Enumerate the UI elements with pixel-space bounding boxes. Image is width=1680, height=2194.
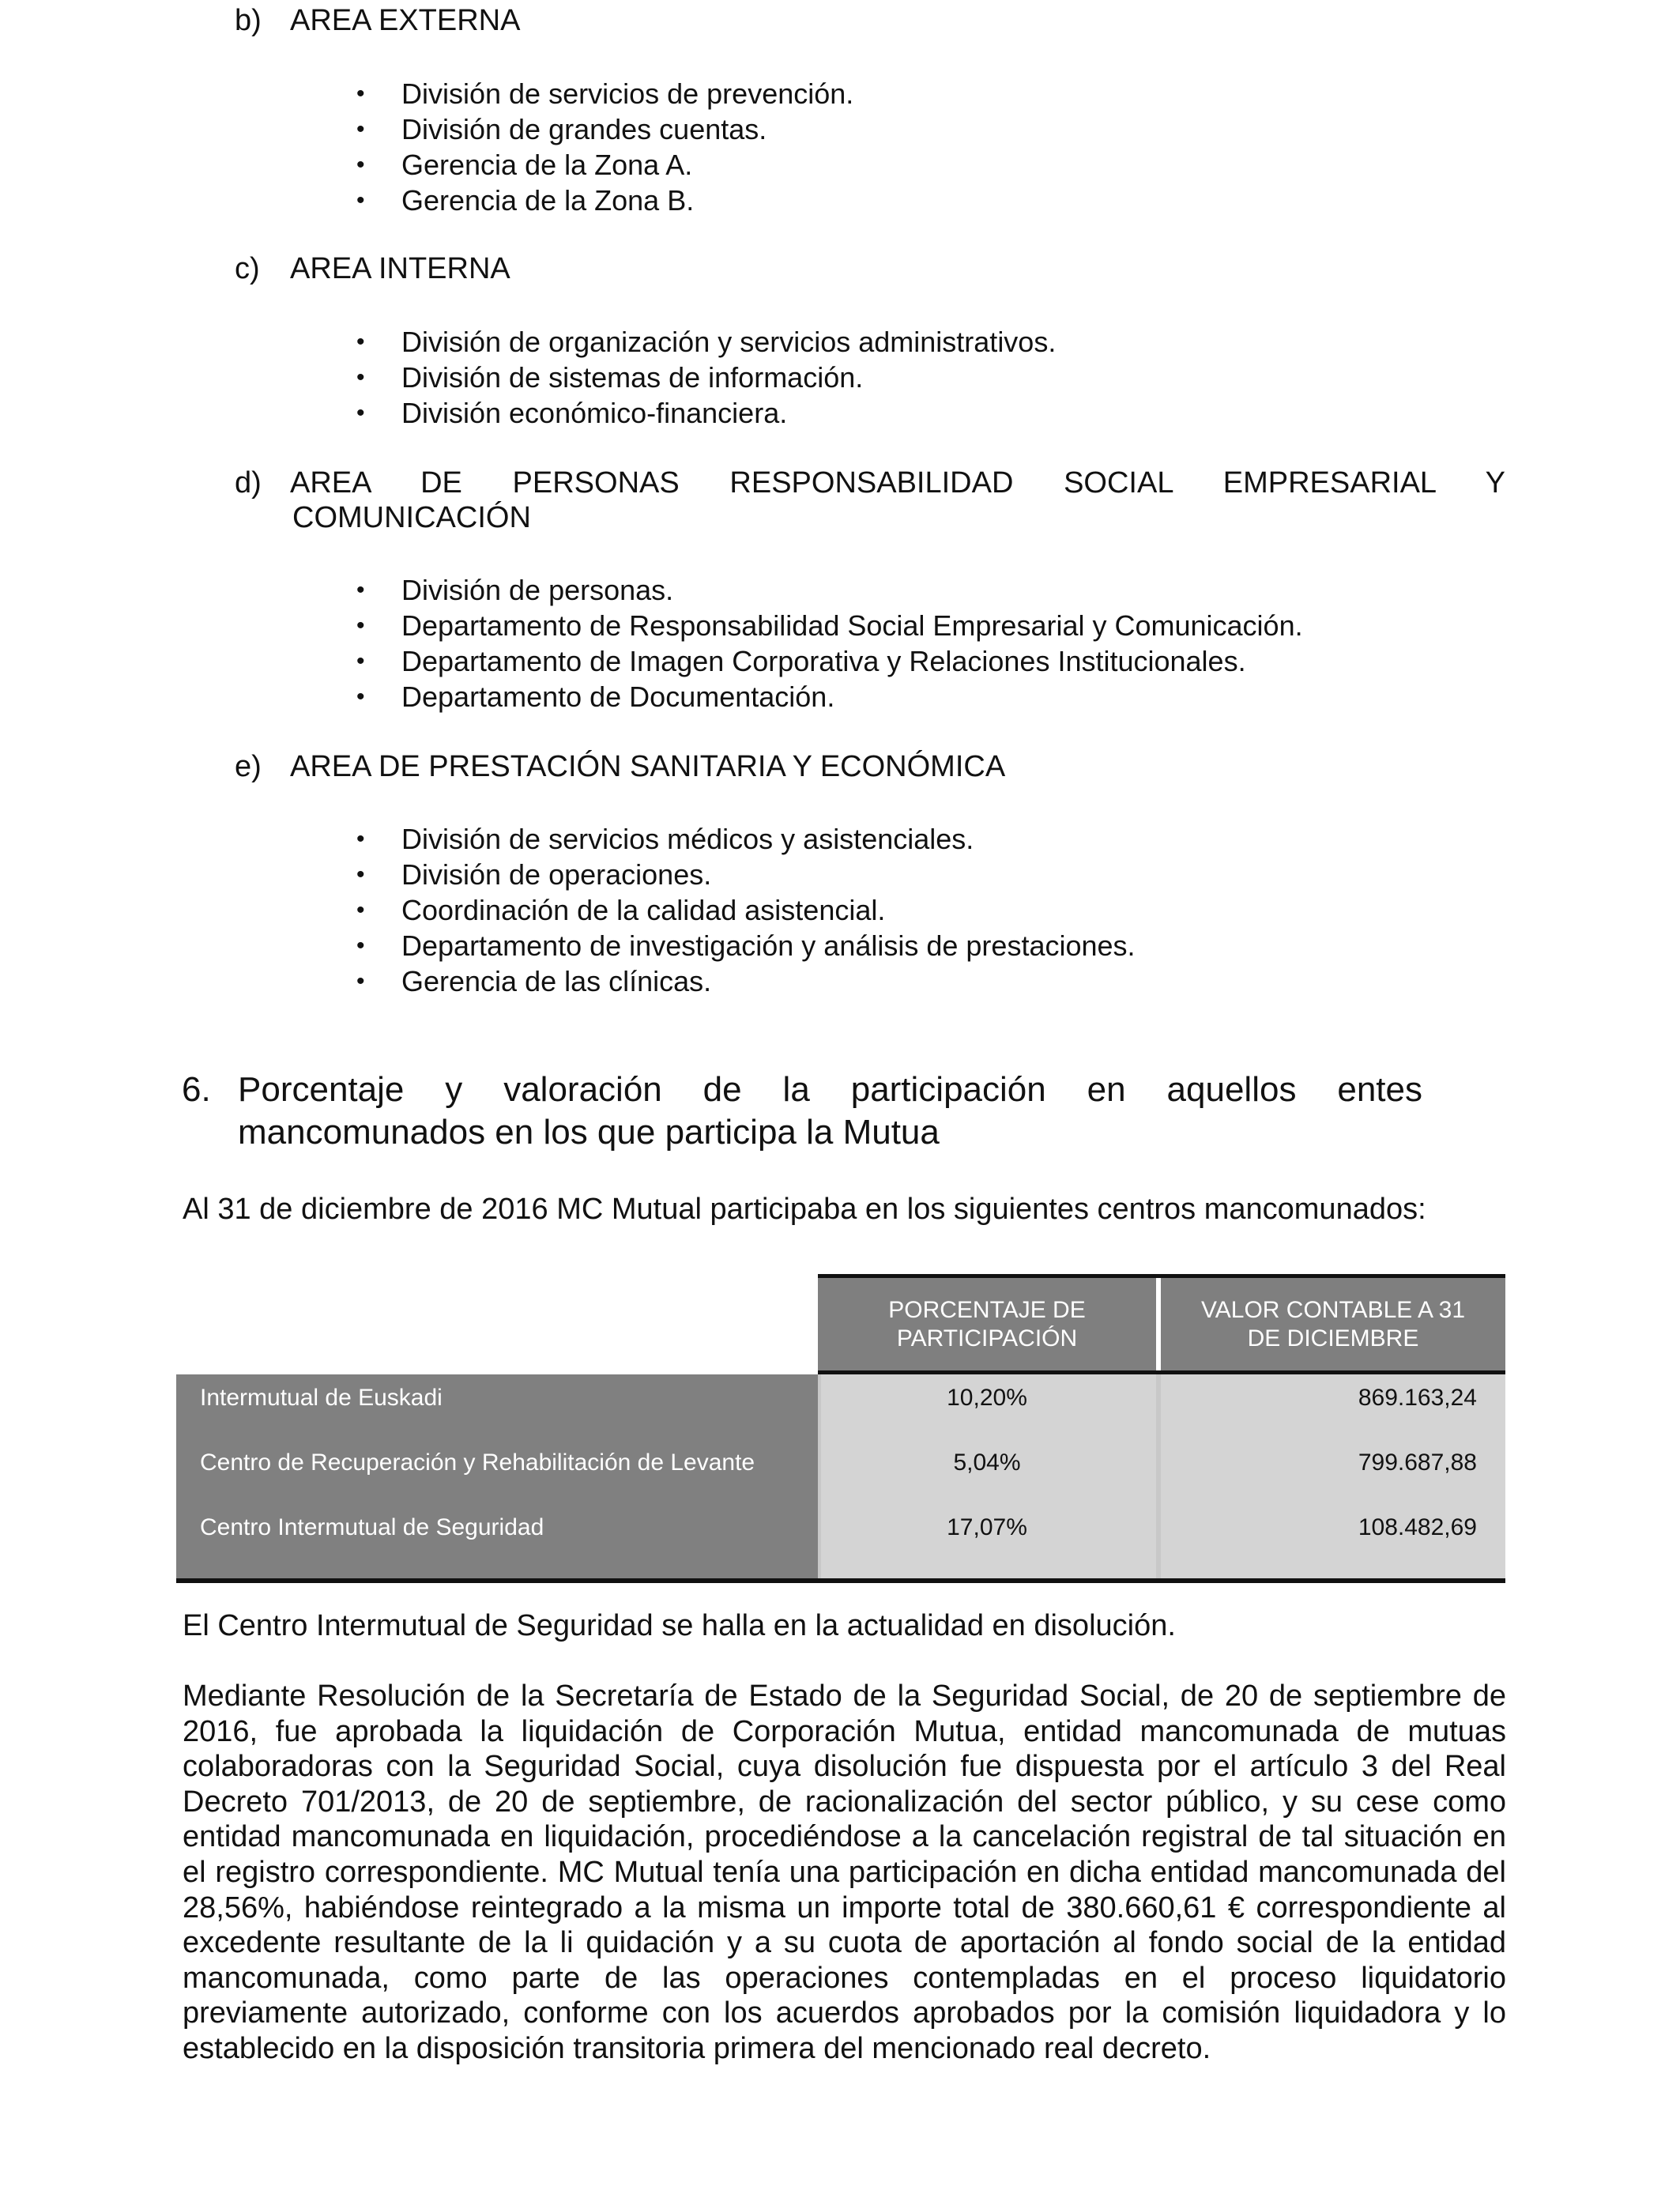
resolution-paragraph: Mediante Resolución de la Secretaría de Estado de la Seguridad Social, de 20 de septiembre de 2016, fue aprobada la liquidación de Corporación Mutua, entidad mancomunada de mutuas colaboradoras con la Seguridad Social, cuya disolución fue dispuesta por el artículo 3 del Real Decreto 701/2013, de 20 de septiembre, de racionalización del sector público, y su cese como entidad mancomunada en liquidación, procediéndose a la cancelación registral de tal situación en el registro correspondiente. MC Mutual tenía una participación en dicha entidad mancomunada del 28,56%, habiéndose reintegrado a la misma un importe total de 380.660,61 € correspondiente al excedente resultante de la li quidación y a su cuota de aportación al fondo social de la entidad mancomunada, como parte de las operaciones contempladas en el proceso liquidatorio previamente autorizado, conforme con los acuerdos aprobados por la comisión liquidadora y lo establecido en la disposición transitoria primera del mencionado real decreto.	[183, 1679, 1506, 2065]
list-item: • Departamento de Imagen Corporativa y Relaciones Institucionales.	[401, 643, 1303, 679]
list-item: • Departamento de Responsabilidad Social Empresarial y Comunicación.	[401, 608, 1303, 643]
list-item: • Coordinación de la calidad asistencial.	[401, 892, 1136, 928]
area-d-heading	[235, 466, 1505, 535]
area-d-title-line1: AREA DE PERSONAS RESPONSABILIDAD SOCIAL EMPRESARIAL Y	[290, 466, 1505, 499]
row-percentage: 17,07%	[947, 1514, 1027, 1540]
participation-table	[176, 1274, 1505, 1584]
row-value: 108.482,69	[1358, 1514, 1477, 1540]
list-item: • División de grandes cuentas.	[401, 111, 853, 147]
row-name: Intermutual de Euskadi	[200, 1385, 443, 1411]
list-item: • Departamento de investigación y análisis de prestaciones.	[401, 928, 1136, 963]
area-b-letter: b)	[235, 4, 262, 37]
list-item: • Gerencia de las clínicas.	[401, 963, 1136, 999]
section-6-heading	[182, 1069, 1422, 1154]
area-c-list	[401, 324, 1056, 431]
area-b-title: AREA EXTERNA	[290, 4, 521, 37]
list-item: • Departamento de Documentación.	[401, 679, 1303, 714]
section-6-title-line2: mancomunados en los que participa la Mutua	[238, 1113, 940, 1152]
section-6-number: 6.	[182, 1070, 211, 1109]
area-e-list	[401, 821, 1136, 999]
section-6-title-line1: Porcentaje y valoración de la participación en aquellos entes	[238, 1070, 1422, 1109]
list-item: • Gerencia de la Zona A.	[401, 147, 853, 183]
area-b-list	[401, 76, 853, 218]
row-value: 869.163,24	[1358, 1385, 1477, 1411]
list-item: • División económico-financiera.	[401, 395, 1056, 431]
dissolution-note: El Centro Intermutual de Seguridad se halla en la actualidad en disolución.	[183, 1609, 1176, 1642]
list-item: • División de personas.	[401, 572, 1303, 608]
area-d-title-line2: COMUNICACIÓN	[292, 501, 531, 534]
area-d-list	[401, 572, 1303, 714]
row-percentage: 10,20%	[947, 1385, 1027, 1411]
list-item: • División de sistemas de información.	[401, 360, 1056, 395]
header-percentage: PORCENTAJE DE PARTICIPACIÓN	[818, 1278, 1156, 1370]
list-item: • División de organización y servicios administrativos.	[401, 324, 1056, 360]
row-name: Centro de Recuperación y Rehabilitación de Levante	[200, 1449, 755, 1476]
area-e-letter: e)	[235, 750, 262, 783]
area-d-letter: d)	[235, 466, 262, 499]
list-item: • División de operaciones.	[401, 857, 1136, 892]
row-value: 799.687,88	[1358, 1449, 1477, 1476]
section-6-intro: Al 31 de diciembre de 2016 MC Mutual participaba en los siguientes centros mancomunados:	[183, 1193, 1426, 1226]
area-c-letter: c)	[235, 252, 260, 285]
table-bottom-rule	[176, 1578, 1505, 1583]
area-c-title: AREA INTERNA	[290, 252, 510, 285]
row-percentage: 5,04%	[953, 1449, 1021, 1476]
list-item: • División de servicios médicos y asistenciales.	[401, 821, 1136, 857]
list-item: • División de servicios de prevención.	[401, 76, 853, 111]
header-book-value: VALOR CONTABLE A 31 DE DICIEMBRE	[1161, 1278, 1505, 1370]
list-item: • Gerencia de la Zona B.	[401, 183, 853, 218]
area-e-title: AREA DE PRESTACIÓN SANITARIA Y ECONÓMICA	[290, 750, 1006, 783]
row-name: Centro Intermutual de Seguridad	[200, 1514, 544, 1540]
